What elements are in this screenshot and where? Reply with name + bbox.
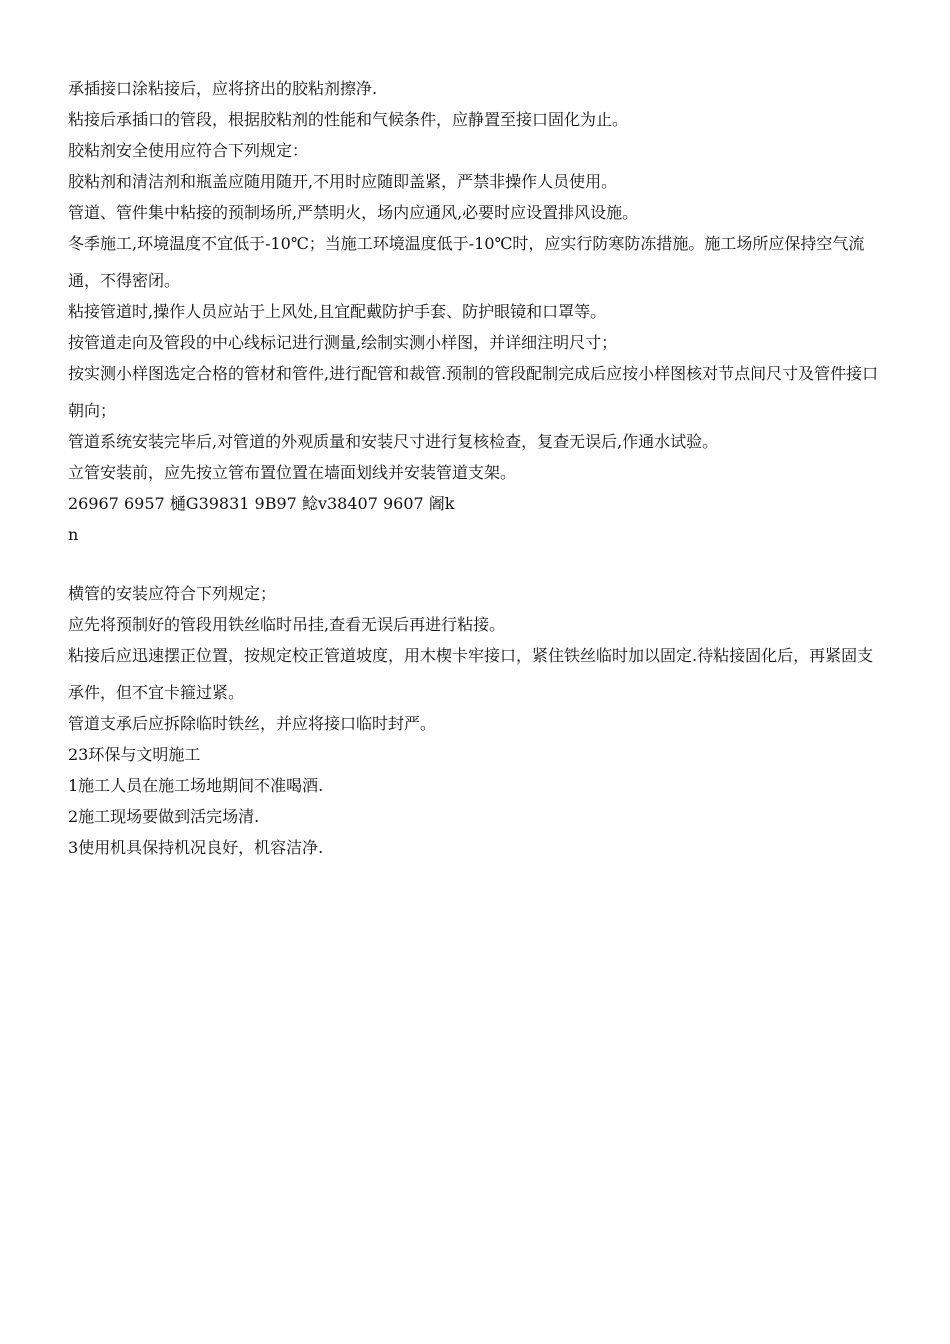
paragraph: 粘接管道时,操作人员应站于上风处,且宜配戴防护手套、防护眼镜和口罩等。 <box>68 302 607 321</box>
paragraph: 管道、管件集中粘接的预制场所,严禁明火，场内应通风,必要时应设置排风设施。 <box>68 203 639 222</box>
paragraph: 承插接口涂粘接后，应将挤出的胶粘剂擦净. <box>68 79 378 98</box>
list-item: 2施工现场要做到活完场清. <box>68 807 260 826</box>
list-item: 3使用机具保持机况良好，机容洁净. <box>68 838 324 857</box>
paragraph: 胶粘剂和清洁剂和瓶盖应随用随开,不用时应随即盖紧，严禁非操作人员使用。 <box>68 172 618 191</box>
paragraph: 管道系统安装完毕后,对管道的外观质量和安装尺寸进行复核检查，复查无误后,作通水试验。 <box>68 432 719 451</box>
list-item: 1施工人员在施工场地期间不准喝酒. <box>68 776 324 795</box>
paragraph: 粘接后承插口的管段，根据胶粘剂的性能和气候条件，应静置至接口固化为止。 <box>68 110 629 129</box>
garbled-text-line: 26967 6957 樋G39831 9B97 鲶v38407 9607 阇k <box>68 494 455 513</box>
paragraph: 粘接后应迅速摆正位置，按规定校正管道坡度，用木楔卡牢接口，紧住铁丝临时加以固定.待粘接固化后，再紧固支承件，但不宜卡箍过紧。 <box>68 646 874 702</box>
paragraph: 立管安装前，应先按立管布置位置在墙面划线并安装管道支架。 <box>68 463 517 482</box>
paragraph: 胶粘剂安全使用应符合下列规定： <box>68 141 309 160</box>
document-body <box>68 70 886 860</box>
section-heading: 23环保与文明施工 <box>68 745 201 764</box>
paragraph: 按实测小样图选定合格的管材和管件,进行配管和裁管.预制的管段配制完成后应按小样图核对节点间尺寸及管件接口朝向； <box>68 364 879 420</box>
paragraph: 按管道走向及管段的中心线标记进行测量,绘制实测小样图，并详细注明尺寸； <box>68 333 618 352</box>
paragraph: 管道支承后应拆除临时铁丝，并应将接口临时封严。 <box>68 714 437 733</box>
paragraph: 冬季施工,环境温度不宜低于-10℃；当施工环境温度低于-10℃时，应实行防寒防冻措施。施工场所应保持空气流通，不得密闭。 <box>68 234 865 290</box>
garbled-text-line: n <box>68 525 79 544</box>
paragraph: 应先将预制好的管段用铁丝临时吊挂,查看无误后再进行粘接。 <box>68 615 506 634</box>
paragraph: 横管的安装应符合下列规定； <box>68 584 277 603</box>
blank-line <box>68 547 886 575</box>
